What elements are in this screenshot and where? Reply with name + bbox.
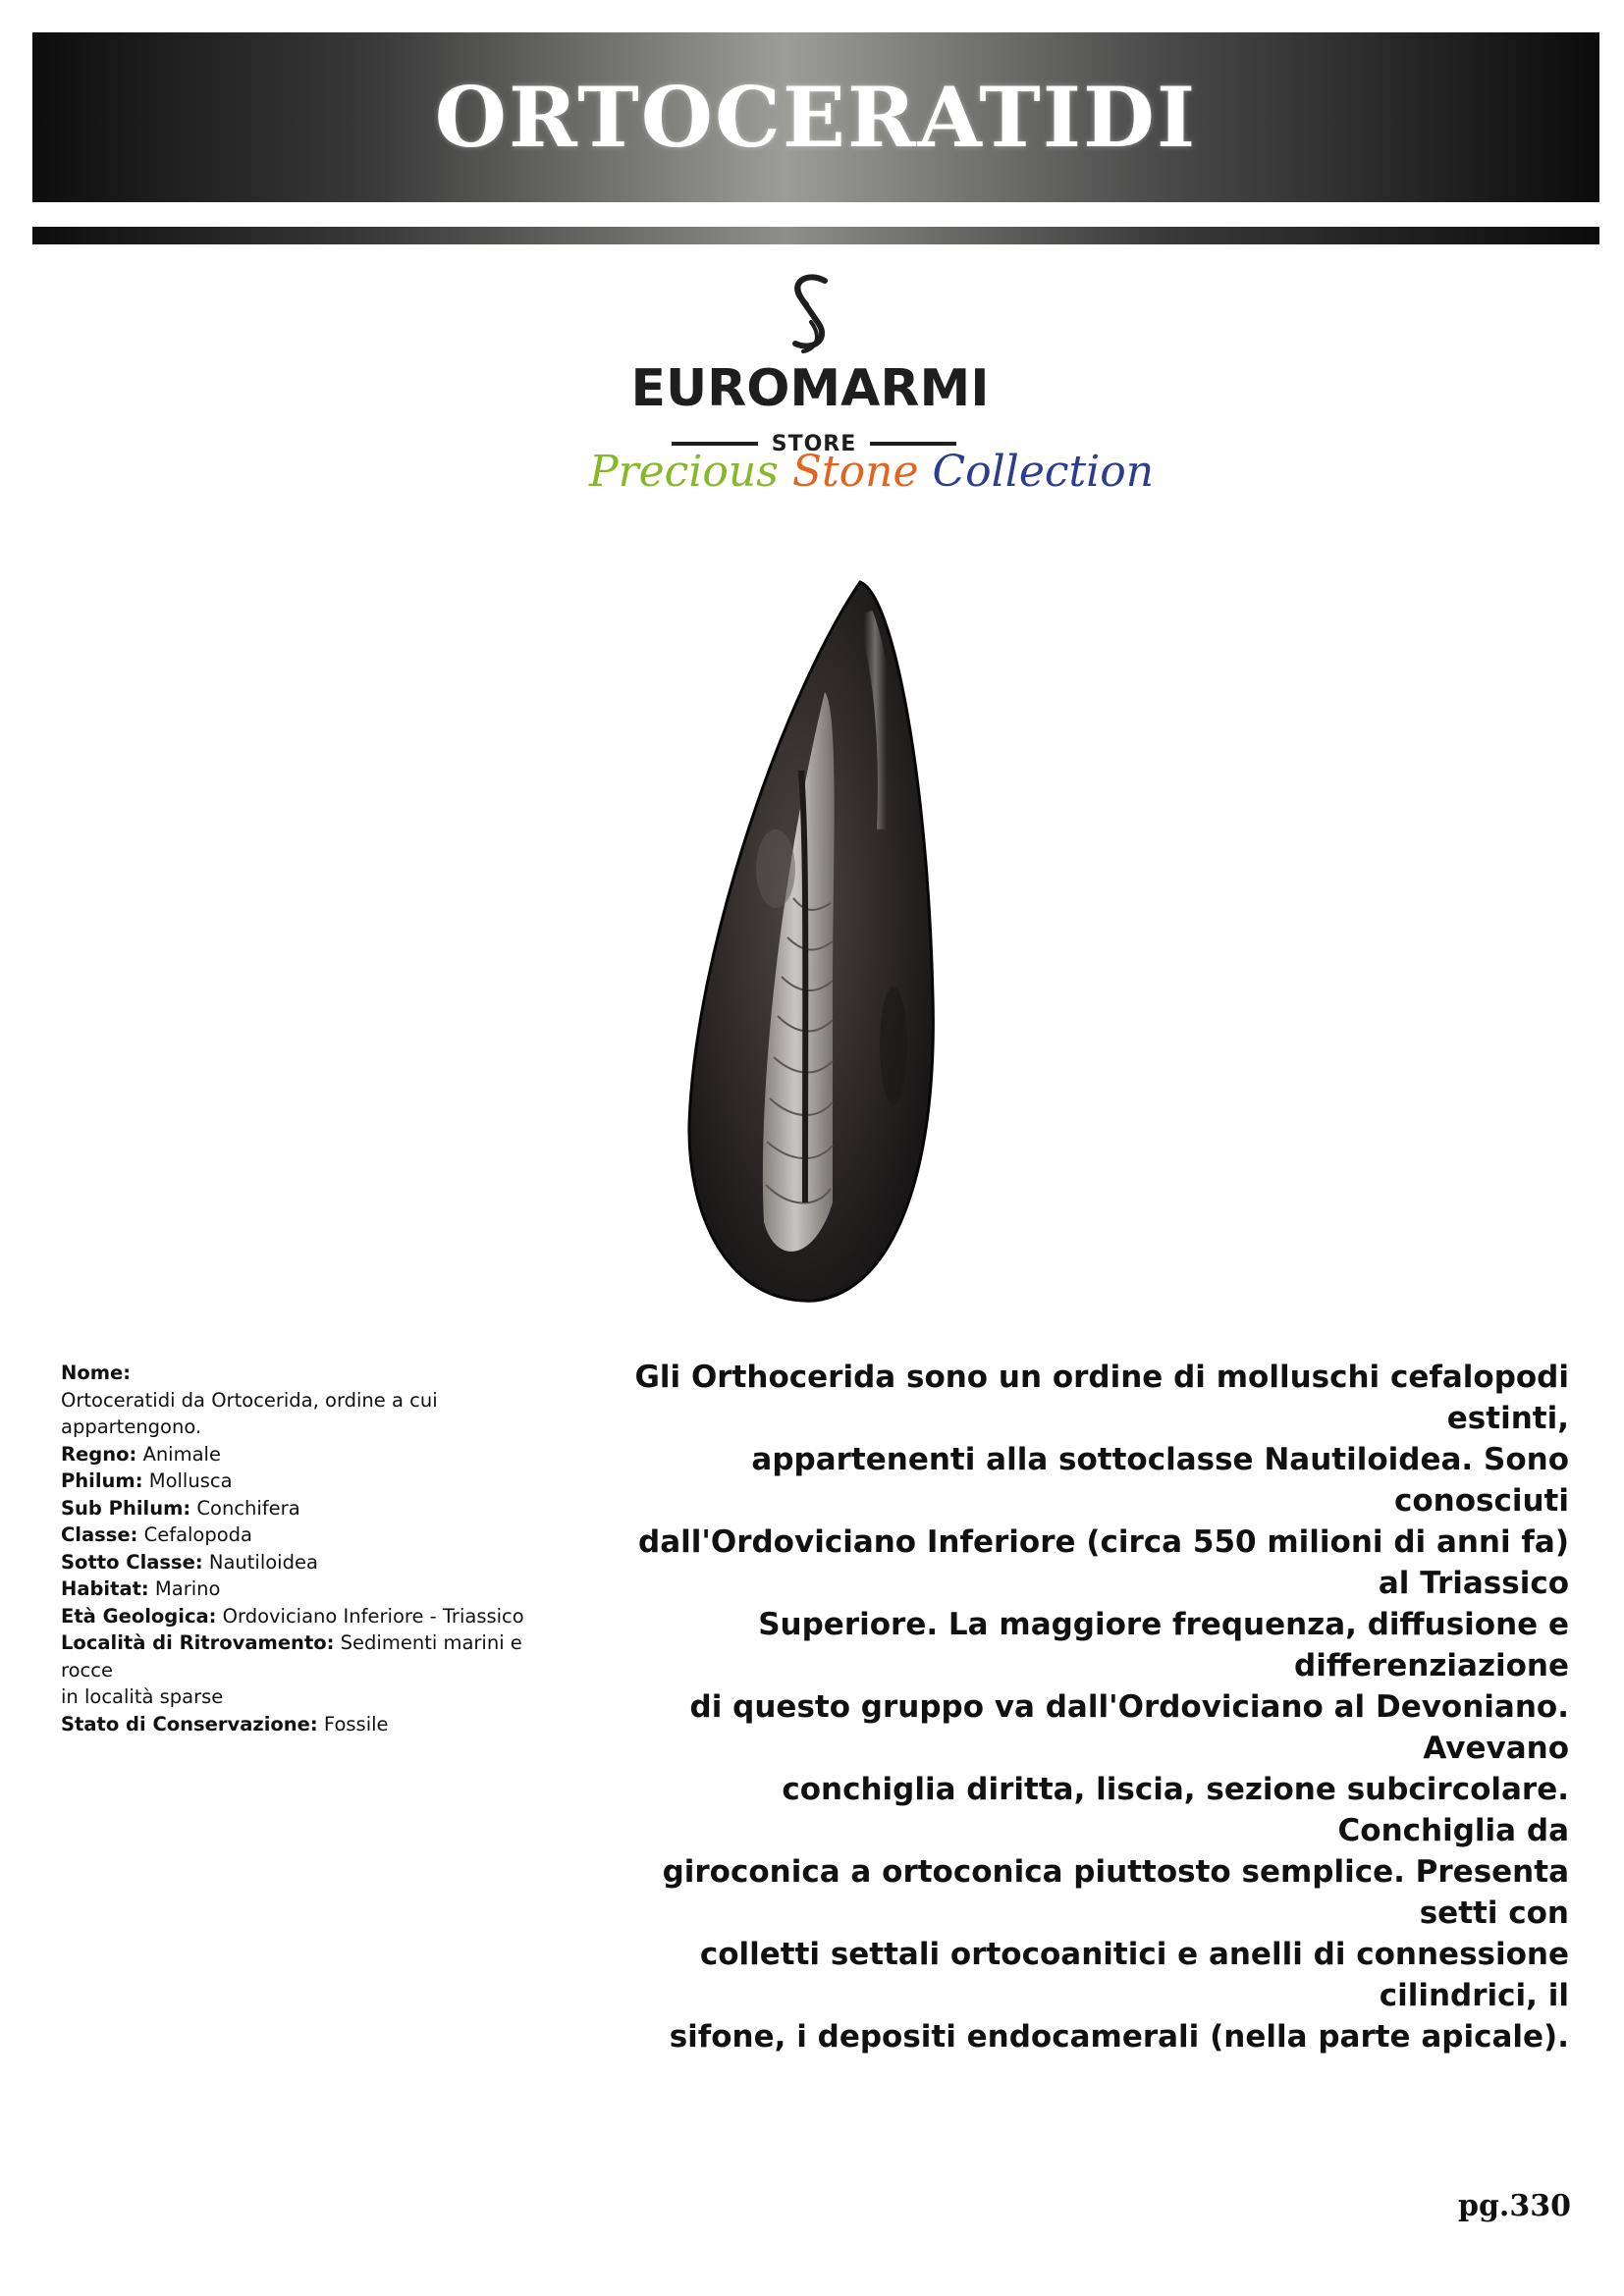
fact-row: Ortoceratidi da Ortocerida, ordine a cui [61, 1388, 438, 1412]
description-line: Superiore. La maggiore frequenza, diffusione e differenziazione [758, 1607, 1569, 1683]
tagline-word-collection: Collection [932, 447, 1155, 497]
description-line: dall'Ordoviciano Inferiore (circa 550 milioni di anni fa) al Triassico [638, 1524, 1569, 1601]
fact-row: Stato di Conservazione: Fossile [61, 1712, 389, 1735]
description-line: appartenenti alla sottoclasse Nautiloidea. Sono conosciuti [751, 1442, 1569, 1519]
fact-row: Philum: Mollusca [61, 1469, 233, 1492]
fact-row: Nome: [61, 1362, 132, 1384]
fact-row: Habitat: Marino [61, 1577, 221, 1600]
fact-row: appartengono. [61, 1415, 202, 1438]
description-line: di questo gruppo va dall'Ordoviciano al Devoniano. Avevano [689, 1689, 1569, 1766]
collection-tagline [589, 447, 1155, 497]
fact-row: Sub Philum: Conchifera [61, 1496, 300, 1520]
fact-row: Località di Ritrovamento: Sedimenti marini e rocce [61, 1631, 522, 1682]
brand-s-icon [785, 273, 835, 353]
tagline-word-stone: Stone [791, 447, 919, 497]
fact-row: Classe: Cefalopoda [61, 1523, 253, 1546]
description-line: giroconica a ortoconica piuttosto semplice. Presenta setti con [662, 1854, 1569, 1931]
brand-sub: STORE [771, 431, 857, 456]
title-underline [32, 227, 1599, 244]
fact-row: Sotto Classe: Nautiloidea [61, 1550, 318, 1574]
fossil-image [668, 574, 952, 1306]
title-banner [32, 32, 1599, 202]
description-line: Gli Orthocerida sono un ordine di molluschi cefalopodi estinti, [634, 1360, 1569, 1436]
brand-divider-left [672, 442, 758, 446]
page-number: pg.330 [1457, 2189, 1571, 2223]
description-line: sifone, i depositi endocamerali (nella parte apicale). [669, 2019, 1569, 2055]
fact-sheet [61, 1360, 571, 1737]
brand-divider-right [870, 442, 956, 446]
description [607, 1357, 1569, 2057]
description-line: colletti settali ortocoanitici e anelli di connessione cilindrici, il [699, 1937, 1569, 2013]
fact-row: Età Geologica: Ordoviciano Inferiore - Triassico [61, 1604, 524, 1628]
description-line: conchiglia diritta, liscia, sezione subcircolare. Conchiglia da [782, 1772, 1569, 1848]
brand-name: EUROMARMI [630, 359, 990, 418]
page-title: ORTOCERATIDI [434, 69, 1198, 166]
fact-row: in località sparse [61, 1685, 224, 1708]
tagline-word-precious: Precious [589, 447, 779, 497]
fact-row: Regno: Animale [61, 1442, 221, 1466]
